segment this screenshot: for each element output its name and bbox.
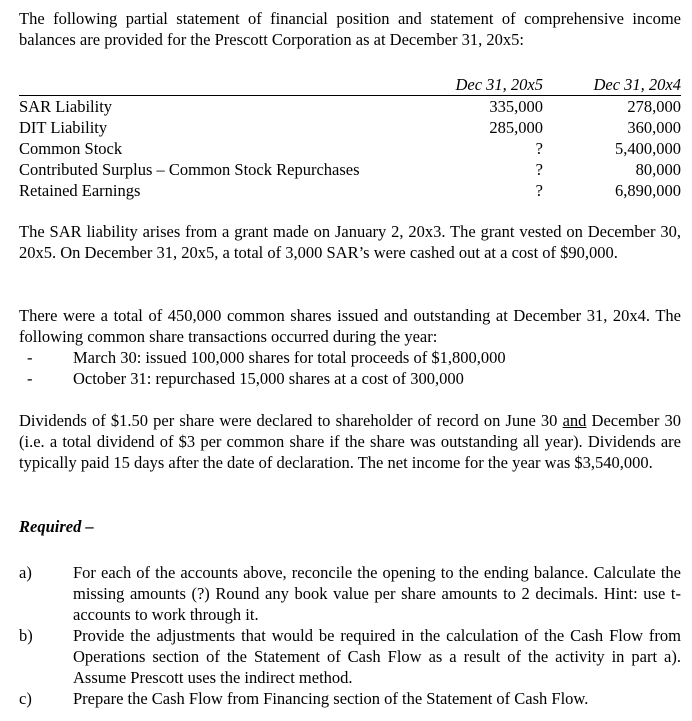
row-label: Retained Earnings bbox=[19, 181, 141, 200]
dividends-paragraph bbox=[19, 410, 681, 473]
row-value-20x5: 335,000 bbox=[489, 97, 543, 116]
table-row bbox=[19, 117, 681, 138]
row-value-20x4: 360,000 bbox=[627, 118, 681, 137]
balances-table bbox=[19, 72, 681, 201]
bullet-text: March 30: issued 100,000 shares for total proceeds of $1,800,000 bbox=[73, 348, 506, 367]
row-value-20x4: 6,890,000 bbox=[615, 181, 681, 200]
table-row bbox=[19, 96, 681, 118]
row-value-20x5: ? bbox=[535, 160, 543, 179]
table-row bbox=[19, 159, 681, 180]
item-text: For each of the accounts above, reconcile the opening to the ending balance. Calculate the missing amounts (?) Round any book value per share amounts to 2 decimals. Hint: use t-accounts to work through it. bbox=[73, 563, 681, 624]
item-label: b) bbox=[19, 626, 33, 645]
header-blank bbox=[19, 72, 414, 96]
row-value-20x5: 285,000 bbox=[489, 118, 543, 137]
header-2024: Dec 31, 20x4 bbox=[543, 72, 681, 96]
row-label: Contributed Surplus – Common Stock Repurchases bbox=[19, 160, 360, 179]
row-value-20x4: 5,400,000 bbox=[615, 139, 681, 158]
shares-paragraph: There were a total of 450,000 common shares issued and outstanding at December 31, 20x4. The following common share transactions occurred during the year: bbox=[19, 306, 681, 346]
intro-paragraph: The following partial statement of financial position and statement of comprehensive income balances are provided for the Prescott Corporation as at December 31, 20x5: bbox=[19, 9, 681, 49]
item-label: a) bbox=[19, 563, 32, 582]
row-label: Common Stock bbox=[19, 139, 123, 158]
row-label: DIT Liability bbox=[19, 118, 108, 137]
header-2025: Dec 31, 20x5 bbox=[414, 72, 543, 96]
table-row bbox=[19, 138, 681, 159]
dividends-text-end: December 30 (i.e. a total dividend of $3 per common share if the share was outstanding all year). Dividends are typically paid 15 days after the date of declaration. The net income for the year was $3,540,000. bbox=[19, 411, 681, 472]
table-header-row bbox=[19, 72, 681, 96]
bullet-marker: - bbox=[27, 348, 33, 367]
bullet-text: October 31: repurchased 15,000 shares at a cost of 300,000 bbox=[73, 369, 464, 388]
item-text: Prepare the Cash Flow from Financing section of the Statement of Cash Flow. bbox=[73, 689, 589, 708]
item-label: c) bbox=[19, 689, 32, 708]
sar-paragraph: The SAR liability arises from a grant made on January 2, 20x3. The grant vested on December 30, 20x5. On December 31, 20x5, a total of 3,000 SAR’s were cashed out at a cost of $90,000. bbox=[19, 222, 681, 262]
dividends-text-start: Dividends of $1.50 per share were declared to shareholder of record on June 30 bbox=[19, 411, 563, 430]
row-label: SAR Liability bbox=[19, 97, 113, 116]
row-value-20x5: ? bbox=[535, 139, 543, 158]
row-value-20x4: 80,000 bbox=[635, 160, 681, 179]
row-value-20x5: ? bbox=[535, 181, 543, 200]
item-text: Provide the adjustments that would be required in the calculation of the Cash Flow from Operations section of the Statement of Cash Flow as a result of the activity in part a). Assume Prescott uses the indirect method. bbox=[73, 626, 681, 687]
row-value-20x4: 278,000 bbox=[627, 97, 681, 116]
dividends-underlined-and: and bbox=[562, 411, 587, 430]
bullet-marker: - bbox=[27, 369, 33, 388]
table-row bbox=[19, 180, 681, 201]
required-heading: Required – bbox=[19, 517, 94, 536]
